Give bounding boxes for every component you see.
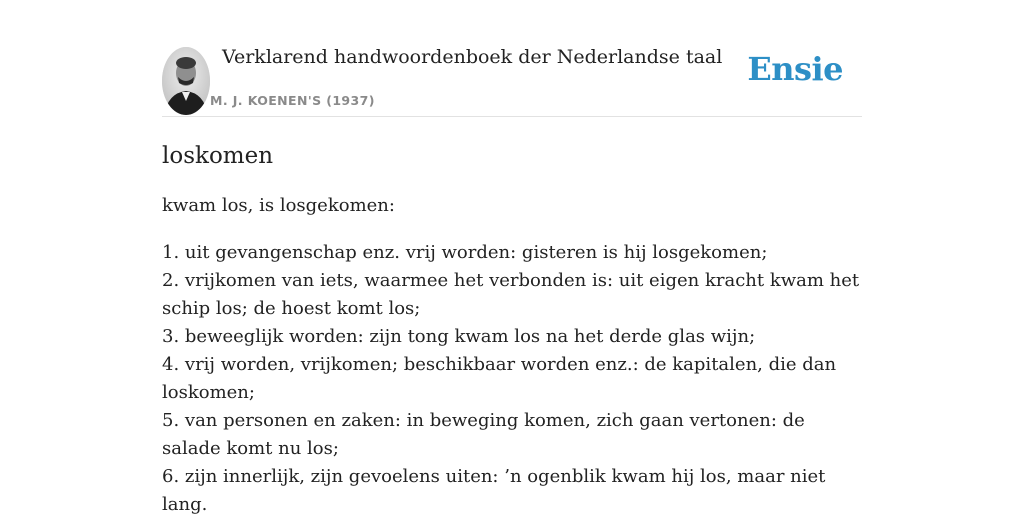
ensie-logo-link[interactable]: Ensie xyxy=(747,50,843,88)
definition-item: 4. vrij worden, vrijkomen; beschikbaar worden enz.: de kapitalen, die dan loskomen; xyxy=(162,354,837,403)
entry-grammar: kwam los, is losgekomen: xyxy=(162,195,395,216)
dictionary-author: M. J. KOENEN'S (1937) xyxy=(210,93,375,108)
author-portrait-image xyxy=(162,47,210,115)
definition-item: 3. beweeglijk worden: zijn tong kwam los na het derde glas wijn; xyxy=(162,326,756,347)
definition-item: 5. van personen en zaken: in beweging komen, zich gaan vertonen: de salade komt nu los; xyxy=(162,410,805,459)
definition-item: 6. zijn innerlijk, zijn gevoelens uiten: ’n ogenblik kwam hij los, maar niet lang. xyxy=(162,466,826,515)
definition-item: 1. uit gevangenschap enz. vrij worden: gisteren is hij losgekomen; xyxy=(162,242,768,263)
definition-list xyxy=(162,239,862,519)
definition-item: 2. vrijkomen van iets, waarmee het verbonden is: uit eigen kracht kwam het schip los; de hoest komt los; xyxy=(162,270,860,319)
entry-headword: loskomen xyxy=(162,143,274,169)
dictionary-title: Verklarend handwoordenboek der Nederlandse taal xyxy=(222,46,723,68)
author-portrait xyxy=(162,47,210,115)
page xyxy=(162,0,862,519)
header xyxy=(162,0,862,117)
